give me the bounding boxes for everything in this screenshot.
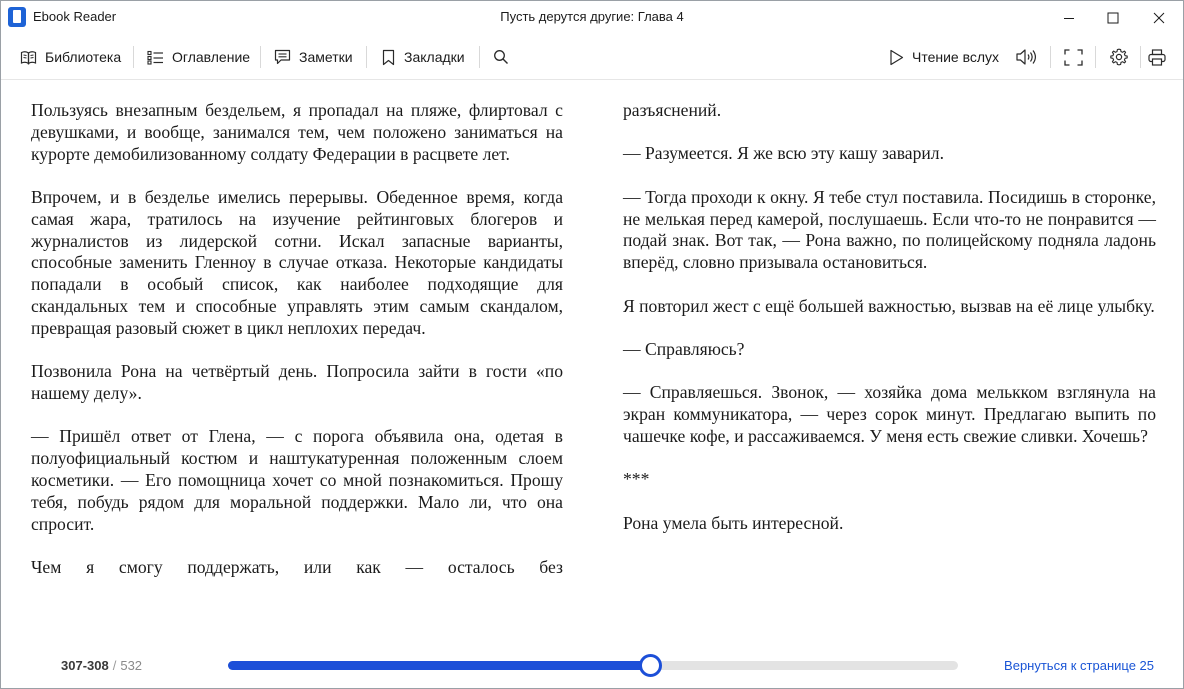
play-icon bbox=[889, 49, 904, 66]
app-title: Ebook Reader bbox=[33, 9, 117, 24]
paragraph: — Тогда проходи к окну. Я тебе стул поставила. Посидишь в сторонке, не мелькая перед камерой, послушаешь. Если что-то не понравится — подай знак. Вот так, — Рона важно, по полицейскому подняла ладонь вперёд, словно призывала остановиться. bbox=[623, 186, 1156, 273]
contents-label: Оглавление bbox=[172, 49, 251, 65]
speaker-icon bbox=[1015, 48, 1039, 66]
app-logo-icon bbox=[8, 7, 26, 27]
library-icon bbox=[20, 50, 37, 65]
paragraph: *** bbox=[623, 469, 650, 490]
paragraph: — Пришёл ответ от Глена, — с порога объявила она, одетая в полуофициальный костюм и наштукатуренная положенным слоем косметики. — Его помощница хочет со мной познакомиться. Прошу тебя, побудь рядом для моральной поддержки. Мало ли, что она спросит. bbox=[31, 426, 563, 534]
toolbar-divider bbox=[133, 46, 134, 68]
print-button[interactable] bbox=[1148, 46, 1166, 68]
footer-bar bbox=[1, 646, 1183, 686]
minimize-icon bbox=[1063, 12, 1075, 24]
search-button[interactable] bbox=[493, 46, 509, 68]
maximize-button[interactable] bbox=[1090, 1, 1136, 34]
bookmarks-label: Закладки bbox=[404, 49, 465, 65]
progress-thumb[interactable] bbox=[639, 654, 662, 677]
toolbar-divider bbox=[260, 46, 261, 68]
read-aloud-label: Чтение вслух bbox=[912, 49, 1000, 65]
bookmark-icon bbox=[381, 49, 396, 66]
notes-button[interactable] bbox=[274, 46, 353, 68]
toolbar-divider bbox=[1050, 46, 1051, 68]
page-indicator bbox=[61, 658, 142, 673]
close-icon bbox=[1153, 12, 1165, 24]
total-pages: 532 bbox=[120, 658, 143, 673]
paragraph: Впрочем, и в безделье имелись перерывы. Обеденное время, когда самая жара, тратилось на изучение рейтинговых блогеров и журналистов из лидерской сотни. Искал запасные варианты, способные заменить Гленноу в случае отказа. Некоторые кандидаты попадали в особый список, как наиболее подходящие для скандальных тем и способные управлять этим самым скандалом, превращая разовый сюжет в цикл неплохих передач. bbox=[31, 186, 563, 338]
contents-button[interactable] bbox=[147, 46, 250, 68]
progress-fill bbox=[228, 661, 650, 670]
minimize-button[interactable] bbox=[1046, 1, 1092, 34]
maximize-icon bbox=[1107, 12, 1119, 24]
document-title: Пусть дерутся другие: Глава 4 bbox=[500, 9, 684, 24]
paragraph: — Справляюсь? bbox=[623, 338, 745, 359]
volume-button[interactable] bbox=[1015, 46, 1039, 68]
right-page bbox=[623, 100, 1156, 556]
current-pages: 307-308 bbox=[61, 658, 109, 673]
library-button[interactable] bbox=[20, 46, 121, 68]
settings-button[interactable] bbox=[1110, 46, 1128, 68]
fullscreen-icon bbox=[1064, 49, 1083, 66]
title-bar bbox=[1, 1, 1183, 34]
left-page bbox=[31, 100, 563, 600]
return-to-page-link[interactable]: Вернуться к странице 25 bbox=[1004, 658, 1154, 673]
search-icon bbox=[493, 49, 509, 65]
paragraph: разъяснений. bbox=[623, 100, 722, 120]
paragraph: — Справляешься. Звонок, — хозяйка дома мелькком взглянула на экран коммуникатора, — через сорок минут. Предлагаю выпить по чашечке кофе, и рассаживаемся. У меня есть свежие сливки. Хочешь? bbox=[623, 382, 1156, 446]
paragraph: Я повторил жест с ещё большей важностью, вызвав на её лице улыбку. bbox=[623, 295, 1155, 316]
toolbar-divider bbox=[1095, 46, 1096, 68]
read-aloud-button[interactable] bbox=[889, 46, 999, 68]
library-label: Библиотека bbox=[45, 49, 122, 65]
paragraph: Чем я смогу поддержать, или как — осталось без bbox=[31, 556, 563, 577]
note-icon bbox=[274, 49, 291, 65]
close-button[interactable] bbox=[1136, 1, 1182, 34]
paragraph: Позвонила Рона на четвёртый день. Попросила зайти в гости «по нашему делу». bbox=[31, 361, 563, 403]
paragraph: Пользуясь внезапным бездельем, я пропадал на пляже, флиртовал с девушками, и вообще, занимался тем, чем положено заниматься на курорте демобилизованному солдату Федерации в расцвете лет. bbox=[31, 100, 563, 164]
toolbar bbox=[1, 34, 1183, 80]
toolbar-divider bbox=[1140, 46, 1141, 68]
bookmarks-button[interactable] bbox=[381, 46, 465, 68]
notes-label: Заметки bbox=[299, 49, 353, 65]
gear-icon bbox=[1110, 48, 1128, 66]
progress-slider[interactable] bbox=[228, 661, 958, 670]
toolbar-divider bbox=[366, 46, 367, 68]
page-separator: / bbox=[112, 658, 117, 673]
paragraph: Рона умела быть интересной. bbox=[623, 512, 844, 533]
paragraph: — Разумеется. Я же всю эту кашу заварил. bbox=[623, 143, 944, 164]
fullscreen-button[interactable] bbox=[1064, 46, 1083, 68]
printer-icon bbox=[1148, 49, 1166, 66]
list-icon bbox=[147, 50, 164, 65]
toolbar-divider bbox=[479, 46, 480, 68]
